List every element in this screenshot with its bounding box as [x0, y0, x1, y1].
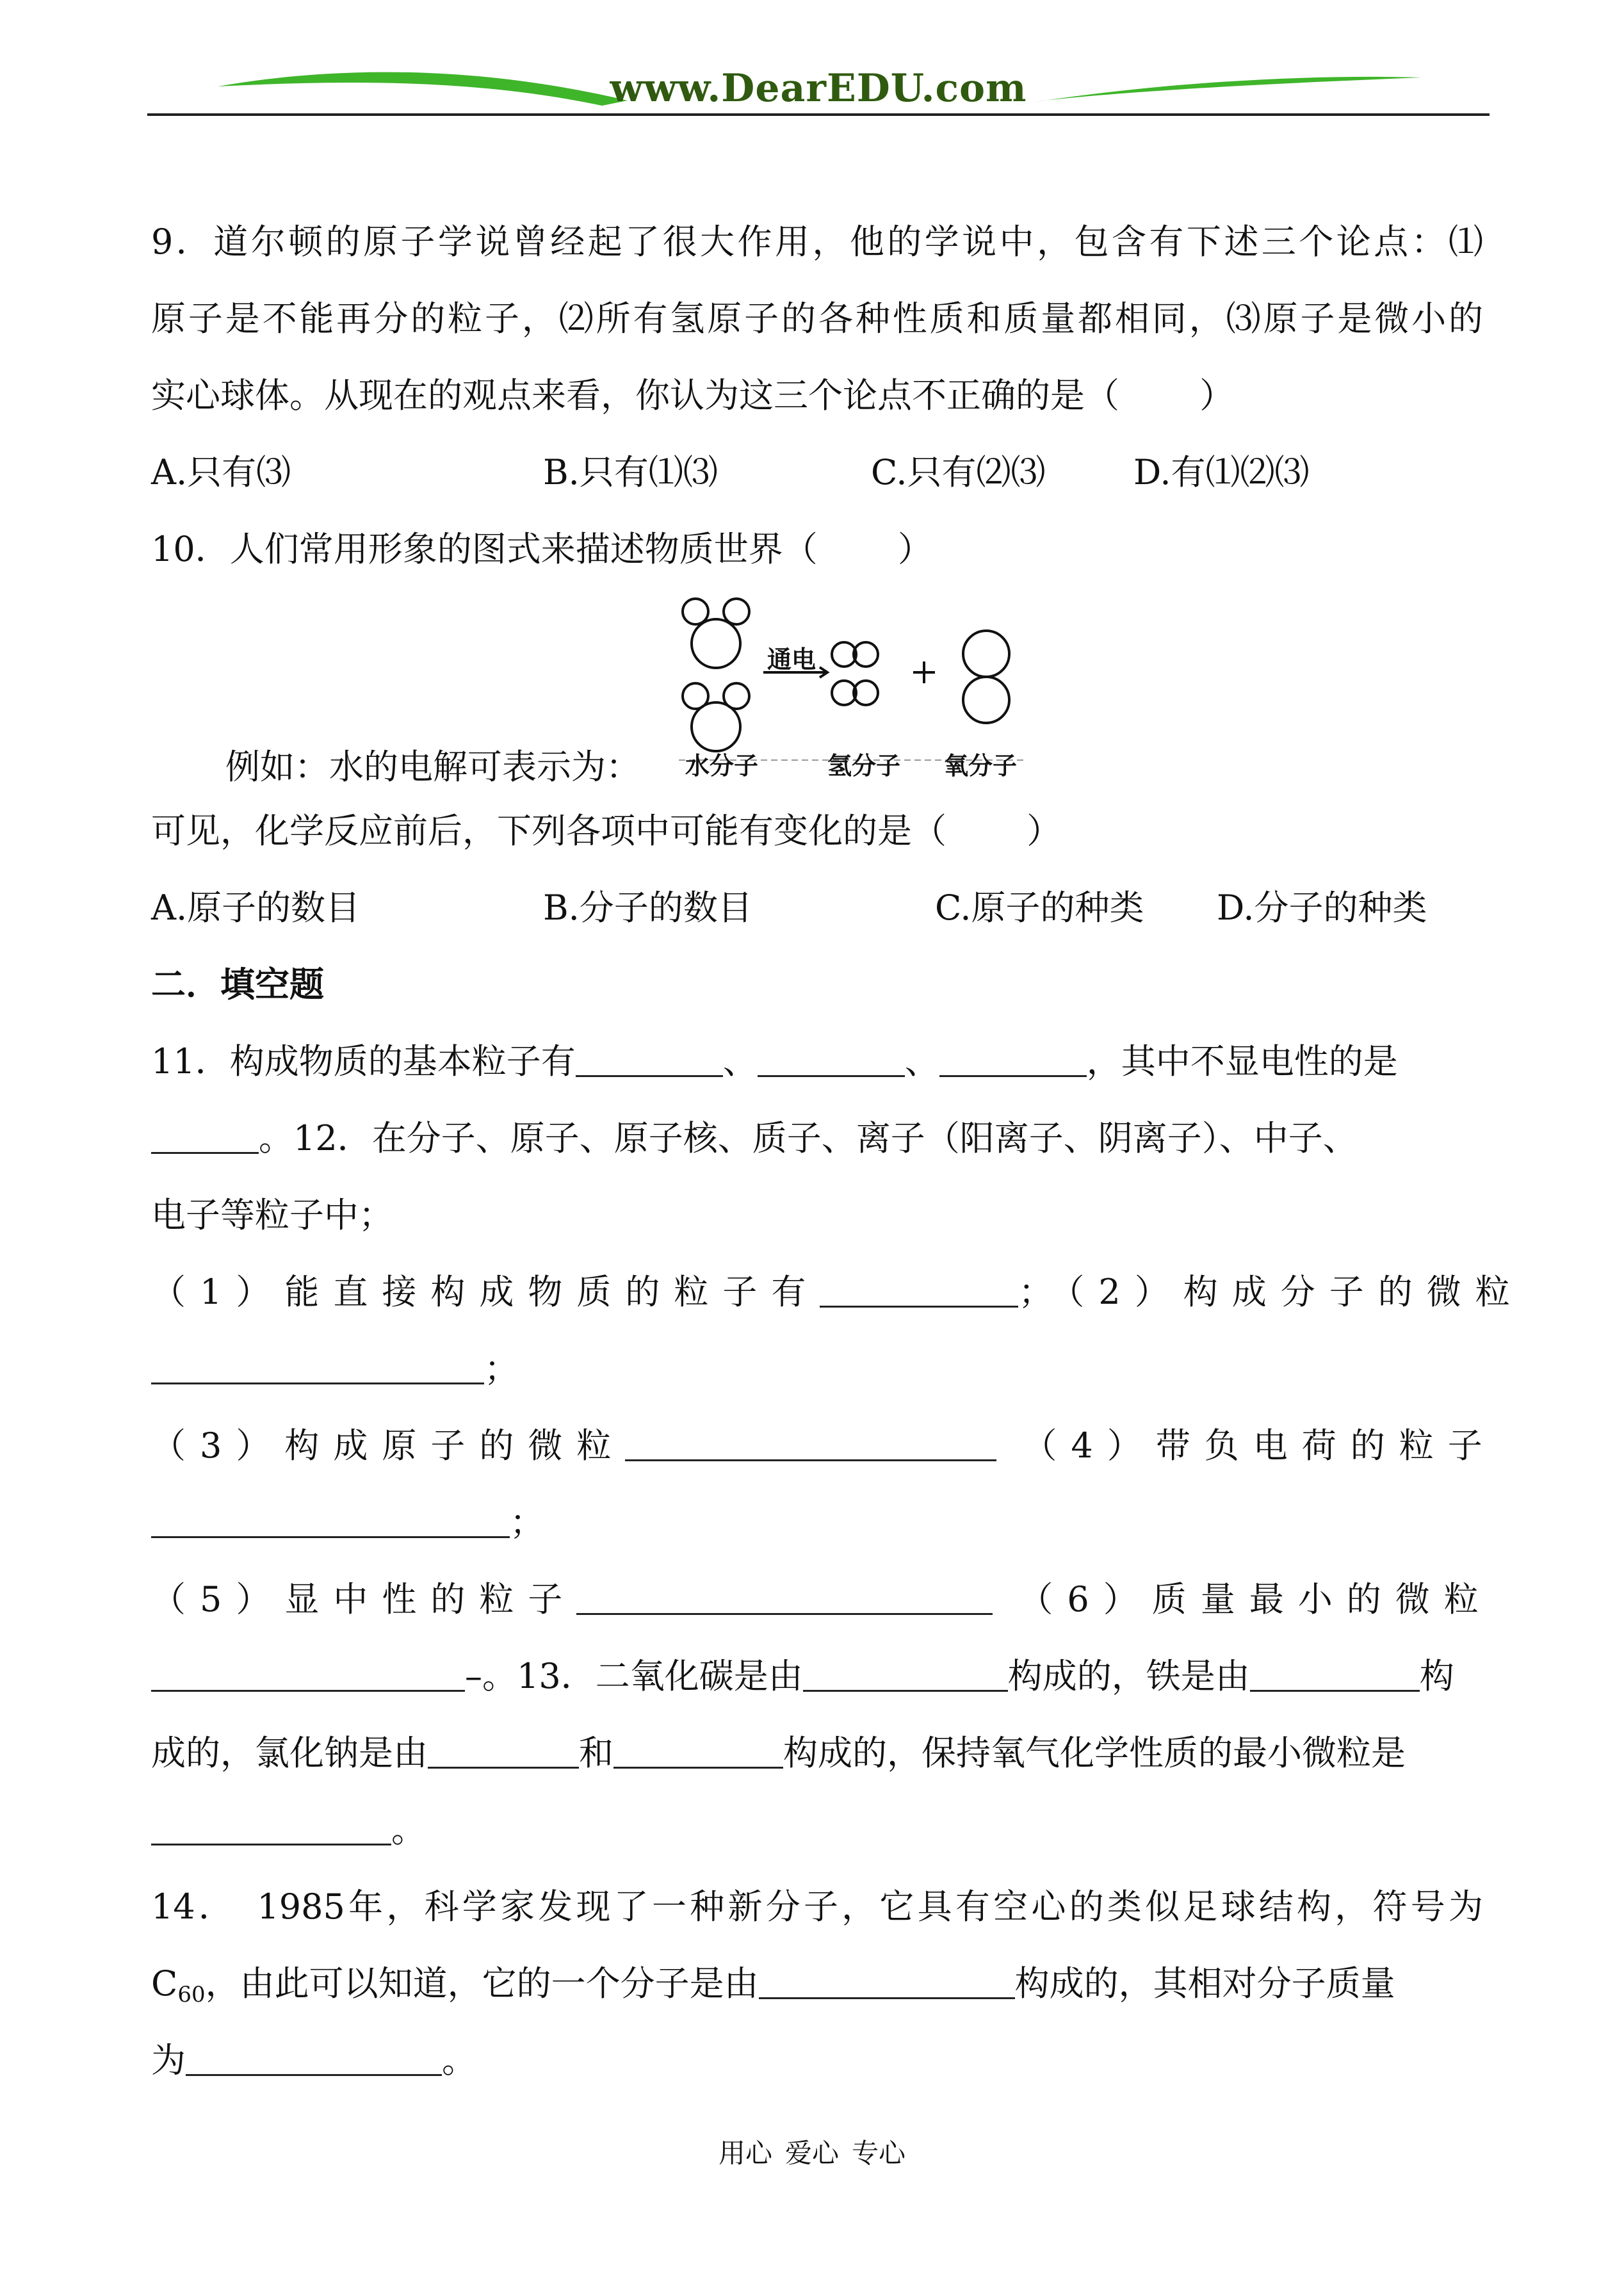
q13-blank-3[interactable]	[428, 1733, 579, 1769]
q14-end: 。	[442, 2040, 476, 2080]
q11-sep-2: 、	[904, 1041, 939, 1082]
q10-option-d: D.分子的种类	[1217, 888, 1427, 928]
q11-text: 11．构成物质的基本粒子有	[151, 1041, 576, 1082]
q12-line-5	[151, 1347, 519, 1391]
q11-blank-2[interactable]	[758, 1042, 905, 1077]
q11-blank-1[interactable]	[576, 1042, 723, 1077]
q14-blank-2[interactable]	[186, 2041, 442, 2076]
c60-symbol: C	[151, 1963, 178, 2004]
q12-item-2: ；（2）构成分子的微粒	[1018, 1272, 1524, 1312]
label-water-molecule: 水分子	[685, 752, 759, 780]
q10-line-2: 可见，化学反应前后，下列各项中可能有变化的是（ ）	[151, 811, 1062, 851]
q9-line-2: 原子是不能再分的粒子，⑵所有氢原子的各种性质和质量都相同，⑶原子是微小的	[151, 298, 1483, 339]
q13-line-3	[151, 1808, 426, 1853]
footer-item-2: 爱心	[784, 2137, 839, 2169]
q12-blank-3[interactable]	[625, 1426, 996, 1461]
q13-text-1: 13．二氧化碳是由	[517, 1656, 803, 1696]
q14-line-1: 14． 1985年，科学家发现了一种新分子，它具有空心的类似足球结构，符号为	[151, 1886, 1483, 1927]
q10-option-c: C.原子的种类	[935, 888, 1144, 928]
q14-text-2: 构成的，其相对分子质量	[1014, 1963, 1395, 2004]
q13-blank-5[interactable]	[151, 1810, 391, 1845]
q13-text-5: 和	[579, 1733, 613, 1773]
q9-line-3: 实心球体。从现在的观点来看，你认为这三个论点不正确的是（ ）	[151, 375, 1235, 416]
q12-blank-1[interactable]	[820, 1272, 1018, 1308]
q13-blank-4[interactable]	[613, 1733, 783, 1769]
q10-line-1: 10．人们常用形象的图式来描述物质世界（ ）	[151, 529, 932, 569]
q12-blank-6[interactable]	[151, 1657, 465, 1692]
q12-item-6: （6）质量最小的微粒	[1018, 1579, 1493, 1619]
q12-line-8	[151, 1577, 1493, 1622]
footer-item-3: 专心	[852, 2137, 906, 2169]
q12-item-4: （4）带负电荷的粒子	[1022, 1425, 1497, 1466]
q11-blank-4[interactable]	[151, 1119, 259, 1154]
q12-semicolon-2: ；	[484, 1349, 519, 1389]
page-footer	[0, 2132, 1624, 2171]
q13-blank-1[interactable]	[803, 1657, 1008, 1692]
q11-line-1	[151, 1039, 1398, 1084]
q13-text-2: 构成的，铁是由	[1007, 1656, 1250, 1696]
q12-end: –。	[465, 1656, 517, 1696]
q12-line-4	[151, 1270, 1524, 1315]
section-title: 二．填空题	[151, 964, 324, 1005]
q13-end: 。	[391, 1810, 426, 1850]
q9-option-a: A.只有⑶	[151, 452, 291, 492]
footer-item-1: 用心	[718, 2137, 772, 2169]
q12-line-6	[151, 1423, 1497, 1468]
label-hydrogen-molecule: 氢分子	[827, 752, 901, 780]
q12-item-1: （1）能直接构成物质的粒子有	[151, 1272, 820, 1312]
page-header	[147, 61, 1490, 118]
c60-subscript: 60	[177, 1982, 206, 2007]
q10-option-b: B.分子的数目	[543, 888, 752, 928]
q12-semicolon-4: ；	[510, 1502, 544, 1543]
q11-blank-3[interactable]	[939, 1042, 1087, 1077]
q14-text-1: ，由此可以知道，它的一个分子是由	[205, 1963, 759, 2004]
q13-text-6: 构成的，保持氧气化学性质的最小微粒是	[783, 1733, 1406, 1773]
q12-blank-2[interactable]	[151, 1349, 484, 1384]
q13-text-3: 构	[1419, 1656, 1454, 1696]
arrow-label: 通电	[767, 645, 816, 674]
q12-line-7	[151, 1500, 544, 1545]
site-title: www.DearEDU.com	[610, 66, 1027, 111]
header-rule	[147, 113, 1490, 116]
q11-text-end: ，其中不显电性的是	[1086, 1041, 1398, 1082]
q14-line-2	[151, 1961, 1395, 2006]
q9-line-1: 9．道尔顿的原子学说曾经起了很大作用，他的学说中，包含有下述三个论点：⑴	[151, 222, 1483, 262]
q9-option-c: C.只有⑵⑶	[871, 452, 1046, 492]
q9-option-d: D.有⑴⑵⑶	[1133, 452, 1310, 492]
q14-blank-1[interactable]	[759, 1964, 1015, 1999]
q11-sep-1: 、	[722, 1041, 758, 1082]
q10-example: 例如：水的电解可表示为：	[225, 747, 640, 787]
q10-option-a: A.原子的数目	[151, 888, 361, 928]
q13-line-1	[151, 1654, 1454, 1699]
q12-item-5: （5）显中性的粒子	[151, 1579, 577, 1619]
q13-line-2	[151, 1731, 1406, 1776]
q12-item-3: （3）构成原子的微粒	[151, 1425, 626, 1466]
q9-option-b: B.只有⑴⑶	[543, 452, 718, 492]
q12-line-3: 电子等粒子中；	[151, 1195, 393, 1235]
q14-line-3	[151, 2038, 476, 2083]
q13-blank-2[interactable]	[1250, 1657, 1420, 1692]
q12-blank-5[interactable]	[576, 1580, 993, 1615]
label-oxygen-molecule: 氧分子	[944, 752, 1018, 780]
q11-line-2	[151, 1116, 1358, 1161]
q14-text-3: 为	[151, 2040, 186, 2080]
q12-intro: 。12．在分子、原子、原子核、质子、离子（阳离子、阴离子）、中子、	[259, 1118, 1358, 1158]
q12-blank-4[interactable]	[151, 1503, 510, 1538]
q13-text-4: 成的，氯化钠是由	[151, 1733, 428, 1773]
electrolysis-diagram	[679, 592, 1037, 784]
